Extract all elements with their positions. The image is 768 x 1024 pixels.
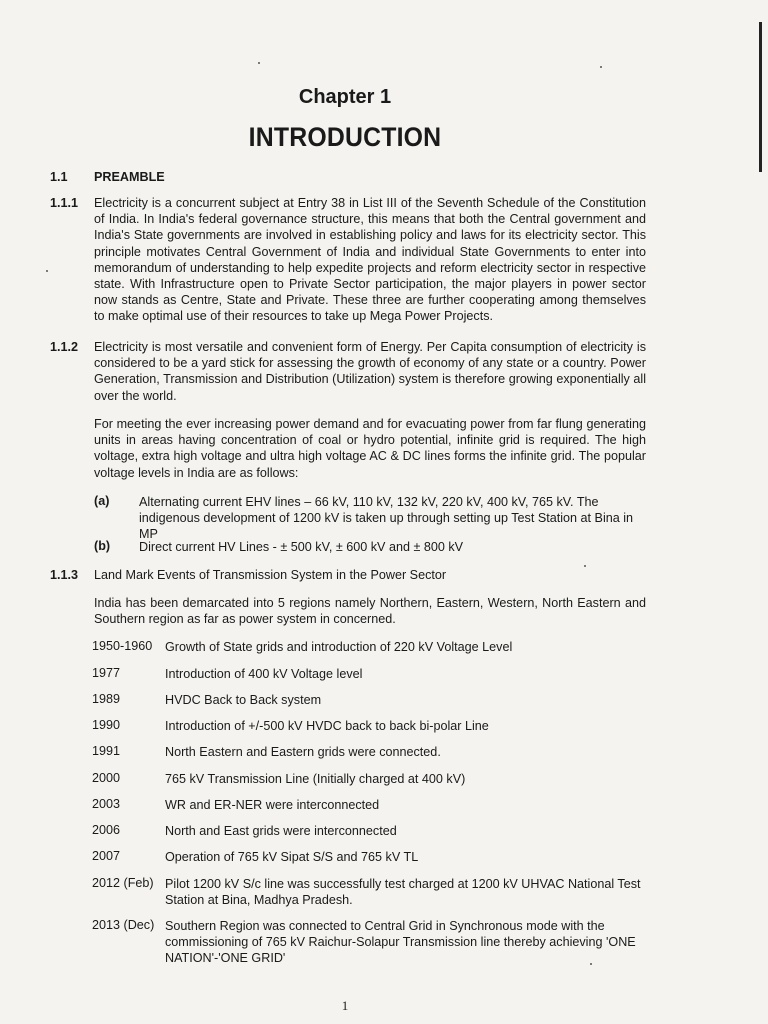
event-text: Introduction of 400 kV Voltage level [165,667,363,681]
page-number: 1 [341,998,349,1013]
event-year: 2003 [92,797,121,811]
chapter-title: INTRODUCTION [248,122,442,152]
paragraph-1-1-2-continued: For meeting the ever increasing power demand and for evacuating power from far flung generating units in areas having concentration of coal or hydro potential, infinite grid is required. The high voltage, extra high voltage and ultra high voltage AC & DC lines forms the infinite grid. The popular voltage levels in India are as follows: [94,417,646,480]
paragraph-1-1-3: India has been demarcated into 5 regions namely Northern, Eastern, Western, North Eastern and Southern region as far as power system in concerned. [94,596,646,627]
event-text: WR and ER-NER were interconnected [165,798,380,812]
event-year: 2000 [92,771,121,785]
event-year: 2012 (Feb) [92,876,154,890]
scan-edge-mark [759,22,762,172]
list-item-a: Alternating current EHV lines – 66 kV, 110 kV, 132 kV, 220 kV, 400 kV, 765 kV. The indigenous development of 1200 kV is taken up through setting up Test Station at Bina in MP [139,495,634,542]
scan-speck [258,62,260,64]
event-year: 1990 [92,718,121,732]
paragraph-1-1-2: Electricity is most versatile and convenient form of Energy. Per Capita consumption of electricity is considered to be a yard stick for assessing the growth of economy of any state or a country. Power Generation, Transmission and Distribution (Utilization) system is therefore growing exponentially all over the world. [94,340,646,403]
event-year: 2006 [92,823,121,837]
event-text: Pilot 1200 kV S/c line was successfully test charged at 1200 kV UHVAC National Test Station at Bina, Madhya Pradesh. [165,877,641,908]
event-text: Introduction of +/-500 kV HVDC back to back bi-polar Line [165,719,489,733]
section-number-1-1-3: 1.1.3 [50,568,79,582]
event-year: 1950-1960 [92,639,153,653]
event-year: 2007 [92,849,121,863]
event-text: Growth of State grids and introduction of 220 kV Voltage Level [165,640,513,654]
event-year: 2013 (Dec) [92,918,155,932]
section-number-1-1-2: 1.1.2 [50,340,79,354]
list-item-b: Direct current HV Lines - ± 500 kV, ± 600 kV and ± 800 kV [139,540,464,554]
scan-speck [590,963,592,965]
list-label-b: (b) [94,539,111,553]
event-text: HVDC Back to Back system [165,693,322,707]
chapter-label: Chapter 1 [298,86,392,108]
paragraph-1-1-1: Electricity is a concurrent subject at Entry 38 in List III of the Seventh Schedule of the Constitution of India. In India's federal governance structure, this means that both the Central government and India's State governments are involved in establishing policy and laws for its electricity sector. This principle motivates Central Government of India and individual State Governments to enter into memorandum of understanding to help expedite projects and reform electricity sector in respective state. With Infrastructure open to Private Sector participation, the major players in power sector now stands as Centre, State and Private. These three are further cooperating among themselves to make optimal use of their resources to take up Mega Power Projects. [94,196,646,324]
event-text: North and East grids were interconnected [165,824,397,838]
section-heading-landmark-events: Land Mark Events of Transmission System in the Power Sector [94,568,447,582]
section-number-1-1-1: 1.1.1 [50,196,79,210]
event-year: 1977 [92,666,121,680]
section-heading-preamble: PREAMBLE [94,170,165,184]
scan-speck [600,66,602,68]
list-label-a: (a) [94,494,110,508]
event-text: North Eastern and Eastern grids were connected. [165,745,441,759]
scan-speck [46,270,48,272]
event-text: 765 kV Transmission Line (Initially charged at 400 kV) [165,772,466,786]
section-number-1-1: 1.1 [50,170,68,184]
event-year: 1989 [92,692,121,706]
event-text: Southern Region was connected to Central Grid in Synchronous mode with the commissioning of 765 kV Raichur-Solapur Transmission line thereby achieving 'ONE NATION'-'ONE GRID' [165,919,636,966]
event-year: 1991 [92,744,121,758]
event-text: Operation of 765 kV Sipat S/S and 765 kV TL [165,850,419,864]
scan-speck [584,565,586,567]
